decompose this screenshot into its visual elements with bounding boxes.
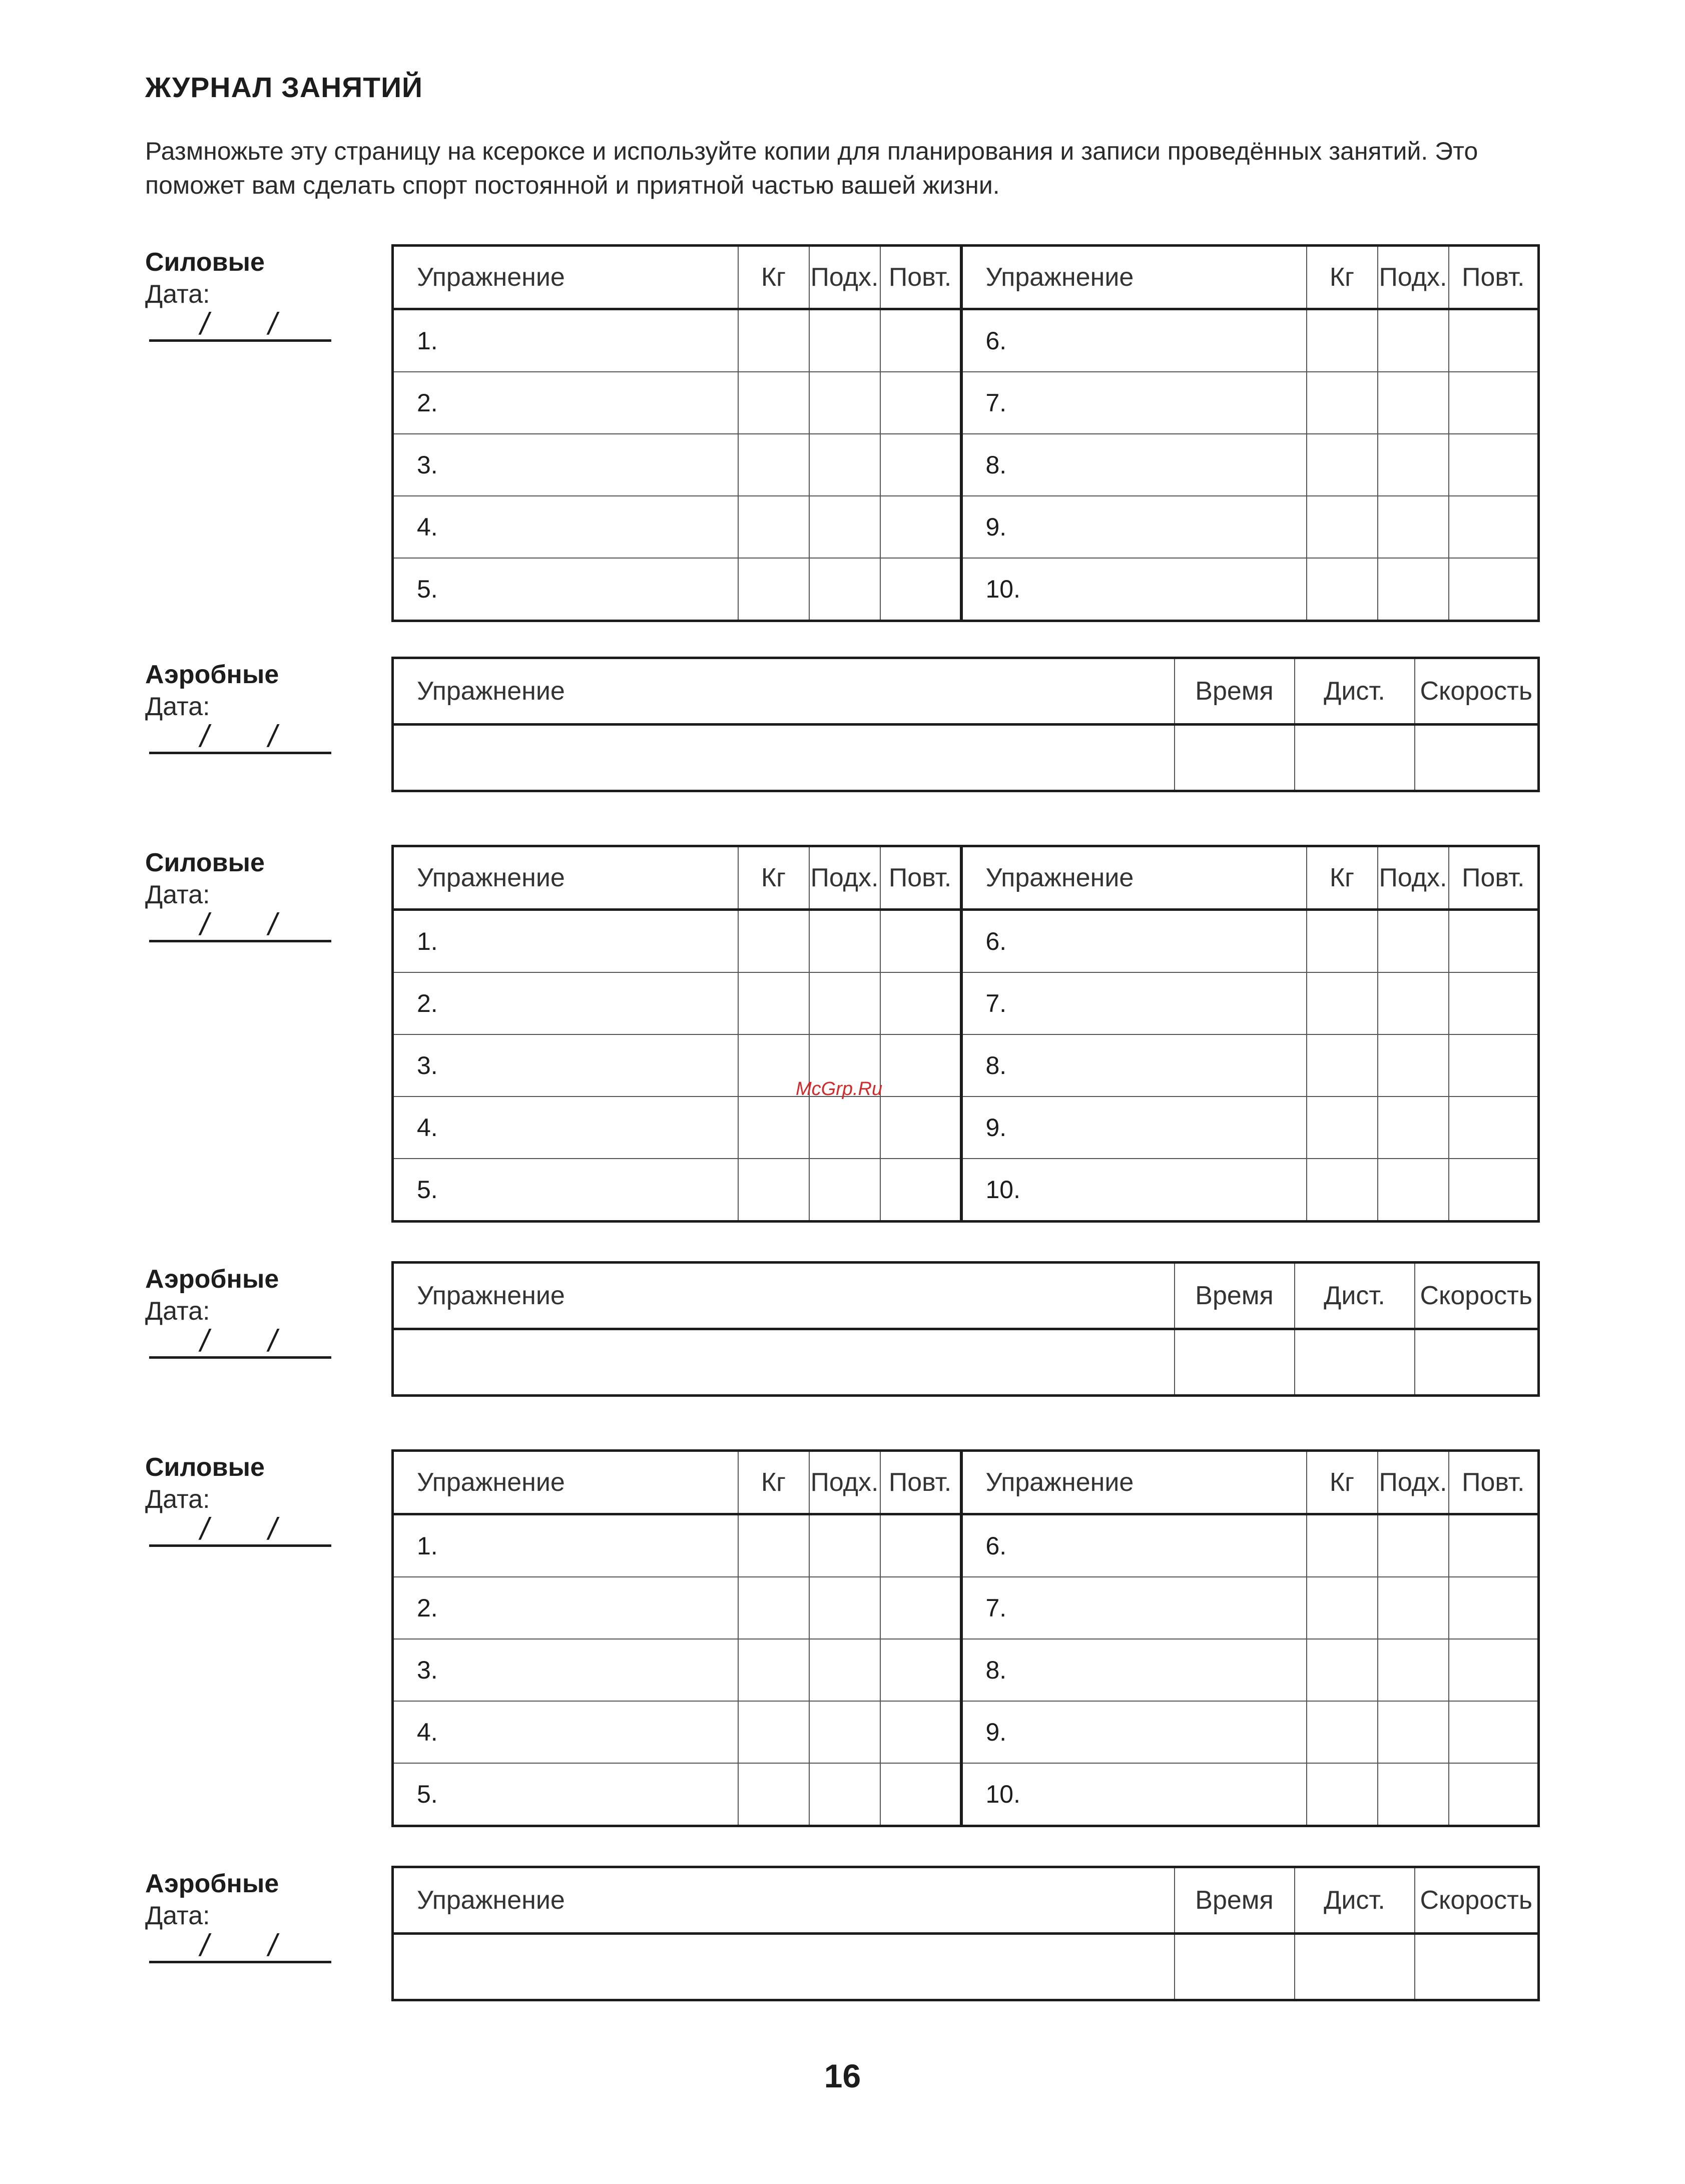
entry-cell[interactable] (1378, 1514, 1449, 1577)
aerobic-label (145, 1263, 279, 1327)
table-row (393, 434, 1539, 496)
column-header: Подх. (1378, 1451, 1449, 1514)
date-input-line[interactable] (149, 1326, 331, 1359)
entry-cell[interactable] (809, 434, 880, 496)
date-input-line[interactable] (149, 719, 331, 754)
entry-cell[interactable] (880, 558, 961, 621)
entry-cell[interactable] (1378, 372, 1449, 434)
column-header: Кг (738, 846, 809, 910)
exercise-cell[interactable]: 3. (393, 1639, 738, 1701)
entry-cell[interactable] (1307, 372, 1378, 434)
exercise-cell[interactable]: 5. (393, 558, 738, 621)
entry-cell[interactable] (809, 372, 880, 434)
header-row (393, 1263, 1539, 1329)
entry-cell[interactable] (738, 372, 809, 434)
exercise-cell[interactable]: 1. (393, 1514, 738, 1577)
entry-cell[interactable] (1449, 1159, 1539, 1222)
strength-label (145, 847, 265, 911)
exercise-cell[interactable]: 3. (393, 1034, 738, 1097)
entry-cell[interactable] (1415, 725, 1539, 791)
exercise-cell[interactable]: 4. (393, 496, 738, 558)
exercise-cell[interactable]: 10. (961, 1159, 1307, 1222)
exercise-cell[interactable]: 7. (961, 1577, 1307, 1639)
strength-label (145, 246, 265, 310)
exercise-cell[interactable]: 8. (961, 1034, 1307, 1097)
table-row (393, 1763, 1539, 1826)
entry-cell[interactable] (738, 309, 809, 372)
entry-cell[interactable] (1378, 434, 1449, 496)
column-header: Повт. (1449, 846, 1539, 910)
date-caption: Дата: (145, 1297, 210, 1326)
exercise-header: Упражнение (393, 1451, 738, 1514)
entry-cell[interactable] (809, 1577, 880, 1639)
entry-cell[interactable] (1449, 972, 1539, 1034)
exercise-header: Упражнение (393, 246, 738, 309)
entry-cell[interactable] (1378, 910, 1449, 973)
table-row (393, 725, 1539, 791)
watermark: McGrp.Ru (796, 1078, 883, 1100)
table-row (393, 972, 1539, 1034)
table-row (393, 496, 1539, 558)
entry-cell[interactable] (1307, 1034, 1378, 1097)
table-row (393, 1701, 1539, 1763)
entry-cell[interactable] (738, 1514, 809, 1577)
entry-cell[interactable] (1449, 372, 1539, 434)
exercise-cell[interactable]: 4. (393, 1097, 738, 1159)
strength-table (391, 1449, 1540, 1827)
entry-cell[interactable] (880, 309, 961, 372)
header-row (393, 658, 1539, 725)
exercise-cell[interactable]: 6. (961, 309, 1307, 372)
header-row (393, 1451, 1539, 1514)
entry-cell[interactable] (809, 1701, 880, 1763)
entry-cell[interactable] (1449, 910, 1539, 973)
exercise-cell[interactable]: 2. (393, 1577, 738, 1639)
entry-cell[interactable] (880, 372, 961, 434)
entry-cell[interactable] (1378, 309, 1449, 372)
entry-cell[interactable] (1378, 1097, 1449, 1159)
exercise-header: Упражнение (961, 846, 1307, 910)
entry-cell[interactable] (738, 1639, 809, 1701)
entry-cell[interactable] (1378, 1763, 1449, 1826)
entry-cell[interactable] (809, 496, 880, 558)
entry-cell[interactable] (1378, 1577, 1449, 1639)
exercise-cell[interactable]: 10. (961, 1763, 1307, 1826)
entry-cell[interactable] (880, 1577, 961, 1639)
entry-cell[interactable] (1307, 1577, 1378, 1639)
entry-cell[interactable] (1449, 1639, 1539, 1701)
entry-cell[interactable] (1307, 1639, 1378, 1701)
exercise-cell[interactable]: 3. (393, 434, 738, 496)
exercise-cell[interactable] (393, 725, 1175, 791)
aerobic-table (391, 1866, 1540, 2001)
date-separator: / (268, 1512, 277, 1546)
date-separator: / (200, 719, 209, 754)
entry-cell[interactable] (738, 434, 809, 496)
column-header: Кг (1307, 246, 1378, 309)
table-row (393, 558, 1539, 621)
aerobic-table (391, 657, 1540, 792)
exercise-cell[interactable]: 2. (393, 372, 738, 434)
table-row (393, 1159, 1539, 1222)
entry-cell[interactable] (1415, 1934, 1539, 2000)
date-input-line[interactable] (149, 907, 331, 942)
entry-cell[interactable] (809, 1514, 880, 1577)
entry-cell[interactable] (738, 972, 809, 1034)
date-separator: / (268, 307, 277, 341)
exercise-cell[interactable]: 7. (961, 372, 1307, 434)
aerobic-label (145, 1868, 279, 1932)
entry-cell[interactable] (1378, 558, 1449, 621)
exercise-cell[interactable]: 1. (393, 309, 738, 372)
column-header: Повт. (1449, 1451, 1539, 1514)
entry-cell[interactable] (1307, 1159, 1378, 1222)
date-separator: / (268, 719, 277, 754)
entry-cell[interactable] (738, 1763, 809, 1826)
table-row (393, 309, 1539, 372)
date-input-line[interactable] (149, 1928, 331, 1963)
date-separator: / (200, 1928, 209, 1963)
column-header: Повт. (880, 1451, 961, 1514)
entry-cell[interactable] (809, 910, 880, 973)
exercise-header: Упражнение (961, 246, 1307, 309)
entry-cell[interactable] (738, 1577, 809, 1639)
table-row (393, 1034, 1539, 1097)
table-row (393, 1097, 1539, 1159)
exercise-header: Упражнение (393, 658, 1175, 725)
entry-cell[interactable] (1378, 1034, 1449, 1097)
column-header: Повт. (880, 846, 961, 910)
exercise-cell[interactable]: 5. (393, 1763, 738, 1826)
column-header: Скорость (1415, 1867, 1539, 1934)
table-row (393, 1934, 1539, 2000)
entry-cell[interactable] (1307, 1701, 1378, 1763)
aerobic-kind: Аэробные (145, 1869, 279, 1898)
date-input-line[interactable] (149, 309, 331, 342)
entry-cell[interactable] (1449, 1577, 1539, 1639)
column-header: Подх. (1378, 846, 1449, 910)
column-header: Повт. (1449, 246, 1539, 309)
column-header: Скорость (1415, 1263, 1539, 1329)
strength-table (391, 845, 1540, 1223)
column-header: Время (1175, 658, 1295, 725)
entry-cell[interactable] (1307, 434, 1378, 496)
entry-cell[interactable] (1307, 1514, 1378, 1577)
column-header: Дист. (1295, 1867, 1415, 1934)
entry-cell[interactable] (1449, 1701, 1539, 1763)
column-header: Время (1175, 1263, 1295, 1329)
entry-cell[interactable] (1175, 1329, 1295, 1396)
entry-cell[interactable] (880, 1514, 961, 1577)
entry-cell[interactable] (1378, 1639, 1449, 1701)
table-row (393, 1329, 1539, 1396)
entry-cell[interactable] (880, 1159, 961, 1222)
entry-cell[interactable] (1449, 1763, 1539, 1826)
exercise-cell[interactable]: 8. (961, 1639, 1307, 1701)
entry-cell[interactable] (1175, 725, 1295, 791)
entry-cell[interactable] (809, 1159, 880, 1222)
entry-cell[interactable] (809, 1639, 880, 1701)
entry-cell[interactable] (1378, 1159, 1449, 1222)
entry-cell[interactable] (1307, 972, 1378, 1034)
exercise-cell[interactable]: 9. (961, 1701, 1307, 1763)
page-title: ЖУРНАЛ ЗАНЯТИЙ (145, 72, 423, 104)
entry-cell[interactable] (738, 558, 809, 621)
entry-cell[interactable] (1415, 1329, 1539, 1396)
entry-cell[interactable] (1449, 434, 1539, 496)
entry-cell[interactable] (1295, 1329, 1415, 1396)
entry-cell[interactable] (1378, 972, 1449, 1034)
strength-kind: Силовые (145, 848, 265, 877)
entry-cell[interactable] (1449, 1514, 1539, 1577)
entry-cell[interactable] (880, 1639, 961, 1701)
aerobic-label (145, 659, 279, 723)
entry-cell[interactable] (880, 910, 961, 973)
entry-cell[interactable] (1295, 725, 1415, 791)
column-header: Скорость (1415, 658, 1539, 725)
entry-cell[interactable] (1307, 309, 1378, 372)
entry-cell[interactable] (809, 309, 880, 372)
entry-cell[interactable] (738, 496, 809, 558)
entry-cell[interactable] (1449, 558, 1539, 621)
column-header: Подх. (809, 1451, 880, 1514)
date-caption: Дата: (145, 1901, 210, 1930)
entry-cell[interactable] (880, 434, 961, 496)
date-caption: Дата: (145, 280, 210, 309)
strength-label (145, 1451, 265, 1515)
exercise-cell[interactable] (393, 1329, 1175, 1396)
entry-cell[interactable] (880, 1097, 961, 1159)
column-header: Кг (1307, 846, 1378, 910)
entry-cell[interactable] (1449, 309, 1539, 372)
table-row (393, 910, 1539, 973)
exercise-cell[interactable]: 10. (961, 558, 1307, 621)
page-number: 16 (824, 2057, 861, 2094)
exercise-cell[interactable]: 6. (961, 910, 1307, 973)
entry-cell[interactable] (1449, 496, 1539, 558)
entry-cell[interactable] (1307, 496, 1378, 558)
date-separator: / (268, 1928, 277, 1963)
entry-cell[interactable] (880, 1763, 961, 1826)
exercise-cell[interactable]: 9. (961, 496, 1307, 558)
exercise-header: Упражнение (393, 846, 738, 910)
entry-cell[interactable] (1295, 1934, 1415, 2000)
entry-cell[interactable] (880, 1034, 961, 1097)
entry-cell[interactable] (880, 1701, 961, 1763)
aerobic-kind: Аэробные (145, 660, 279, 689)
exercise-cell[interactable]: 7. (961, 972, 1307, 1034)
exercise-header: Упражнение (393, 1867, 1175, 1934)
exercise-cell[interactable]: 8. (961, 434, 1307, 496)
exercise-cell[interactable]: 1. (393, 910, 738, 973)
table-row (393, 372, 1539, 434)
entry-cell[interactable] (809, 1763, 880, 1826)
aerobic-table (391, 1261, 1540, 1397)
entry-cell[interactable] (1378, 496, 1449, 558)
entry-cell[interactable] (880, 496, 961, 558)
entry-cell[interactable] (1307, 1097, 1378, 1159)
column-header: Кг (738, 1451, 809, 1514)
header-row (393, 246, 1539, 309)
column-header: Кг (1307, 1451, 1378, 1514)
column-header: Дист. (1295, 1263, 1415, 1329)
exercise-cell[interactable]: 4. (393, 1701, 738, 1763)
date-separator: / (268, 1324, 277, 1358)
table-row (393, 1639, 1539, 1701)
intro-text: Размножьте эту страницу на ксероксе и используйте копии для планирования и записи проведённых занятий. Это поможет вам сделать спорт постоянной и приятной частью вашей жизни. (145, 137, 1478, 199)
column-header: Время (1175, 1867, 1295, 1934)
strength-kind: Силовые (145, 1453, 265, 1482)
entry-cell[interactable] (809, 1097, 880, 1159)
date-caption: Дата: (145, 1485, 210, 1514)
entry-cell[interactable] (1307, 910, 1378, 973)
header-row (393, 846, 1539, 910)
date-separator: / (268, 907, 277, 942)
table-row (393, 1577, 1539, 1639)
aerobic-kind: Аэробные (145, 1265, 279, 1294)
entry-cell[interactable] (809, 558, 880, 621)
exercise-cell[interactable]: 5. (393, 1159, 738, 1222)
date-separator: / (200, 907, 209, 942)
entry-cell[interactable] (1307, 558, 1378, 621)
date-separator: / (200, 1324, 209, 1358)
entry-cell[interactable] (1307, 1763, 1378, 1826)
date-caption: Дата: (145, 692, 210, 721)
date-caption: Дата: (145, 880, 210, 909)
date-separator: / (200, 1512, 209, 1546)
entry-cell[interactable] (738, 1097, 809, 1159)
table-row (393, 1514, 1539, 1577)
column-header: Кг (738, 246, 809, 309)
column-header: Дист. (1295, 658, 1415, 725)
entry-cell[interactable] (1378, 1701, 1449, 1763)
date-separator: / (200, 307, 209, 341)
strength-kind: Силовые (145, 248, 265, 277)
date-input-line[interactable] (149, 1514, 331, 1547)
header-row (393, 1867, 1539, 1934)
entry-cell[interactable] (738, 1701, 809, 1763)
exercise-cell[interactable] (393, 1934, 1175, 2000)
strength-table (391, 244, 1540, 622)
entry-cell[interactable] (1449, 1034, 1539, 1097)
column-header: Подх. (809, 246, 880, 309)
exercise-header: Упражнение (393, 1263, 1175, 1329)
entry-cell[interactable] (809, 972, 880, 1034)
entry-cell[interactable] (1175, 1934, 1295, 2000)
exercise-cell[interactable]: 2. (393, 972, 738, 1034)
entry-cell[interactable] (1449, 1097, 1539, 1159)
entry-cell[interactable] (880, 972, 961, 1034)
column-header: Подх. (1378, 246, 1449, 309)
column-header: Повт. (880, 246, 961, 309)
exercise-header: Упражнение (961, 1451, 1307, 1514)
entry-cell[interactable] (738, 1159, 809, 1222)
exercise-cell[interactable]: 6. (961, 1514, 1307, 1577)
entry-cell[interactable] (738, 910, 809, 973)
exercise-cell[interactable]: 9. (961, 1097, 1307, 1159)
column-header: Подх. (809, 846, 880, 910)
